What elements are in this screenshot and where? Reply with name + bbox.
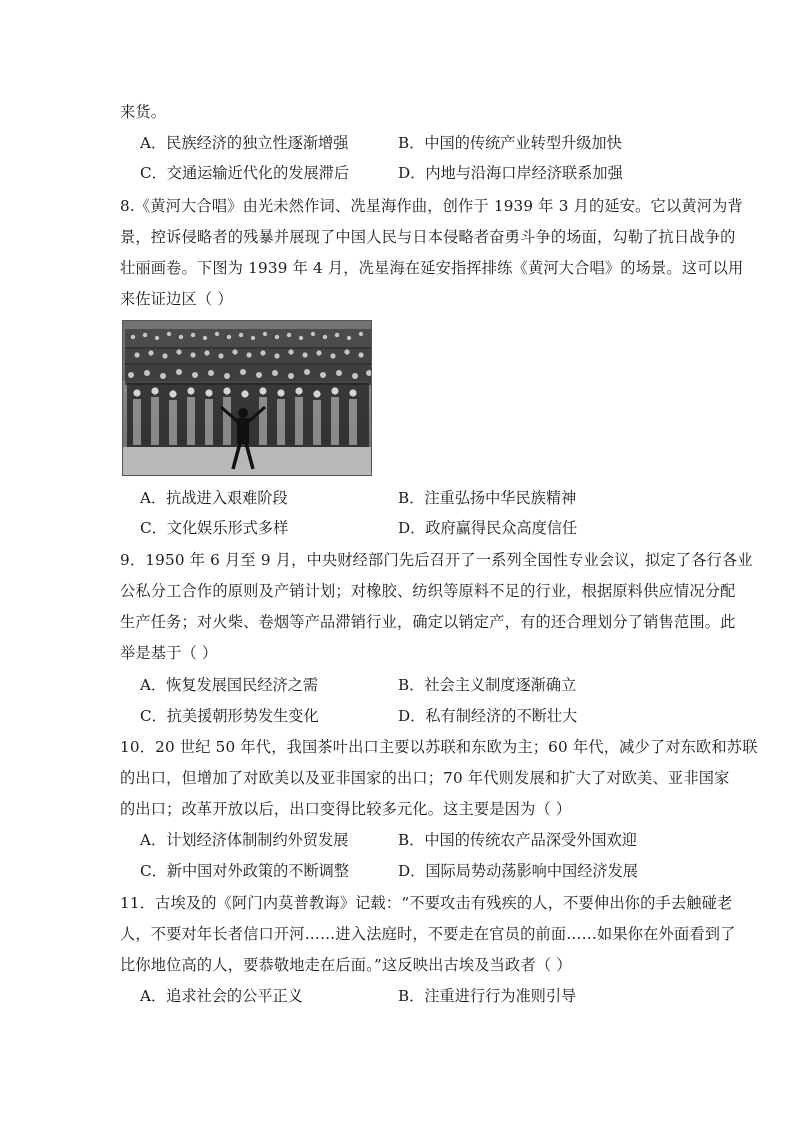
q8-option-a[interactable]: A．抗战进入艰难阶段 — [140, 489, 288, 507]
q10-stem-line-3: 的出口；改革开放以后，出口变得比较多元化。这主要是因为（ ） — [120, 800, 572, 818]
q9-option-c[interactable]: C．抗美援朝形势发生变化 — [140, 707, 319, 725]
q9-stem-line-3: 生产任务；对火柴、卷烟等产品滞销行业，确定以销定产，有的还合理划分了销售范围。此 — [120, 613, 736, 631]
q11-option-a[interactable]: A．追求社会的公平正义 — [140, 987, 303, 1005]
q9-option-b[interactable]: B．社会主义制度逐渐确立 — [398, 676, 577, 694]
q9-stem-line-2: 公私分工合作的原则及产销计划；对橡胶、纺织等原料不足的行业，根据原料供应情况分配 — [120, 582, 736, 600]
q11-stem-line-1: 11．古埃及的《阿门内莫普教诲》记载：“不要攻击有残疾的人，不要伸出你的手去触碰老 — [120, 894, 733, 912]
q8-stem-line-3: 壮丽画卷。下图为 1939 年 4 月，冼星海在延安指挥排练《黄河大合唱》的场景。这可以用 — [120, 259, 744, 277]
q9-option-a[interactable]: A．恢复发展国民经济之需 — [140, 676, 319, 694]
q9-option-d[interactable]: D．私有制经济的不断壮大 — [398, 707, 578, 725]
photo-illustration — [123, 321, 372, 476]
q7-option-a[interactable]: A．民族经济的独立性逐渐增强 — [140, 134, 349, 152]
chorus-rehearsal-photo — [122, 320, 372, 476]
q10-option-b[interactable]: B．中国的传统农产品深受外国欢迎 — [398, 831, 637, 849]
q7-option-b[interactable]: B．中国的传统产业转型升级加快 — [398, 134, 622, 152]
q9-stem-line-4: 举是基于（ ） — [120, 644, 218, 662]
q10-stem-line-1: 10．20 世纪 50 年代，我国茶叶出口主要以苏联和东欧为主；60 年代，减少了对东欧和苏联 — [120, 738, 758, 756]
q11-stem-line-2: 人，不要对年长者信口开河……进入法庭时，不要走在官员的前面……如果你在外面看到了 — [120, 925, 736, 943]
q8-stem-line-4: 来佐证边区（ ） — [120, 290, 233, 308]
q7-option-c[interactable]: C．交通运输近代化的发展滞后 — [140, 164, 350, 182]
q8-stem-line-2: 景，控诉侵略者的残暴并展现了中国人民与日本侵略者奋勇斗争的场面，勾勒了抗日战争的 — [120, 228, 736, 246]
q11-stem-line-3: 比你地位高的人，要恭敬地走在后面。”这反映出古埃及当政者（ ） — [120, 956, 572, 974]
q8-stem-line-1: 8.《黄河大合唱》由光未然作词、冼星海作曲，创作于 1939 年 3 月的延安。它以黄河为背 — [120, 197, 743, 215]
q8-option-b[interactable]: B．注重弘扬中华民族精神 — [398, 489, 577, 507]
q8-option-d[interactable]: D．政府赢得民众高度信任 — [398, 519, 578, 537]
q9-stem-line-1: 9．1950 年 6 月至 9 月，中央财经部门先后召开了一系列全国性专业会议，拟定了各行各业 — [120, 551, 753, 569]
intro-tail-text: 来货。 — [120, 103, 167, 121]
q11-option-b[interactable]: B．注重进行行为准则引导 — [398, 987, 577, 1005]
q10-stem-line-2: 的出口，但增加了对欧美以及亚非国家的出口；70 年代则发展和扩大了对欧美、亚非国家 — [120, 769, 730, 787]
q10-option-d[interactable]: D．国际局势动荡影响中国经济发展 — [398, 862, 638, 880]
q10-option-c[interactable]: C．新中国对外政策的不断调整 — [140, 862, 350, 880]
q10-option-a[interactable]: A．计划经济体制制约外贸发展 — [140, 831, 349, 849]
q8-option-c[interactable]: C．文化娱乐形式多样 — [140, 519, 289, 537]
q7-option-d[interactable]: D．内地与沿海口岸经济联系加强 — [398, 164, 623, 182]
